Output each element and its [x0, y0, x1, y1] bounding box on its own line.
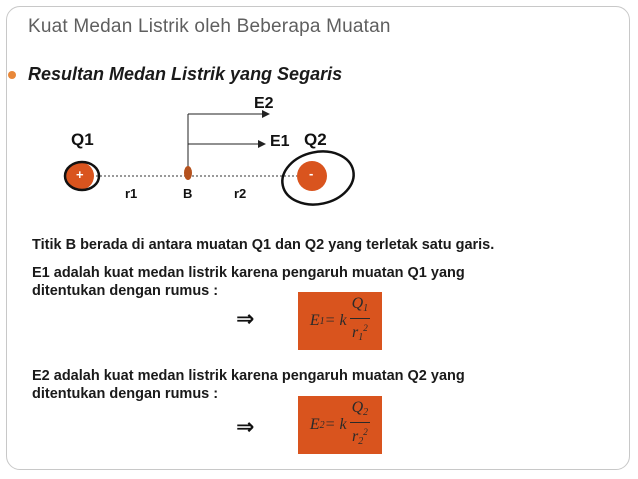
section-subtitle: Resultan Medan Listrik yang Segaris [28, 64, 343, 84]
formula-e1-num-sub: 1 [363, 303, 369, 314]
e2-description-line-2: ditentukan dengan rumus : [32, 386, 219, 402]
e1-description-line-1: E1 adalah kuat medan listrik karena pengaruh muatan Q1 yang [32, 265, 465, 281]
formula-e1-eq: = k [324, 312, 347, 329]
formula-e2-den-sub: 2 [358, 436, 364, 447]
q1-label: Q1 [71, 130, 94, 149]
point-b-marker [184, 166, 192, 180]
description-line-1: Titik B berada di antara muatan Q1 dan Q2 yang terletak satu garis. [32, 237, 495, 253]
r1-label: r1 [125, 186, 138, 201]
r2-label: r2 [234, 186, 247, 201]
formula-e2-eq: = k [324, 416, 347, 433]
formula-e1-num: Q [351, 295, 364, 312]
formula-e2-lhs-sub: 2 [319, 419, 325, 431]
formula-e2-den: r [351, 428, 359, 445]
formula-e1-den: r [351, 324, 359, 341]
formula-e2-num: Q [351, 399, 364, 416]
page-title: Kuat Medan Listrik oleh Beberapa Muatan [28, 16, 391, 37]
formula-e2-lhs: E [309, 416, 320, 433]
e1-arrow-head [258, 140, 266, 148]
implies-arrow-1: ⇒ [236, 306, 255, 331]
formula-e1-lhs-sub: 1 [319, 315, 325, 327]
formula-e1-lhs: E [309, 312, 320, 329]
e2-description-line-1: E2 adalah kuat medan listrik karena pengaruh muatan Q2 yang [32, 368, 465, 384]
q1-sign: + [76, 167, 84, 182]
formula-e2-den-sup: 2 [363, 427, 368, 437]
formula-e1-den-sub: 1 [358, 332, 364, 343]
e2-label: E2 [254, 95, 274, 112]
q2-sign: - [309, 166, 314, 181]
point-b-label: B [183, 186, 193, 201]
q2-label: Q2 [304, 130, 327, 149]
e1-description-line-2: ditentukan dengan rumus : [32, 283, 219, 299]
formula-e1-den-sup: 2 [363, 323, 368, 333]
formula-e2-num-sub: 2 [363, 407, 369, 418]
formula-e1 [298, 292, 382, 350]
e1-label: E1 [270, 133, 290, 150]
formula-e2 [298, 396, 382, 454]
implies-arrow-2: ⇒ [236, 414, 255, 439]
